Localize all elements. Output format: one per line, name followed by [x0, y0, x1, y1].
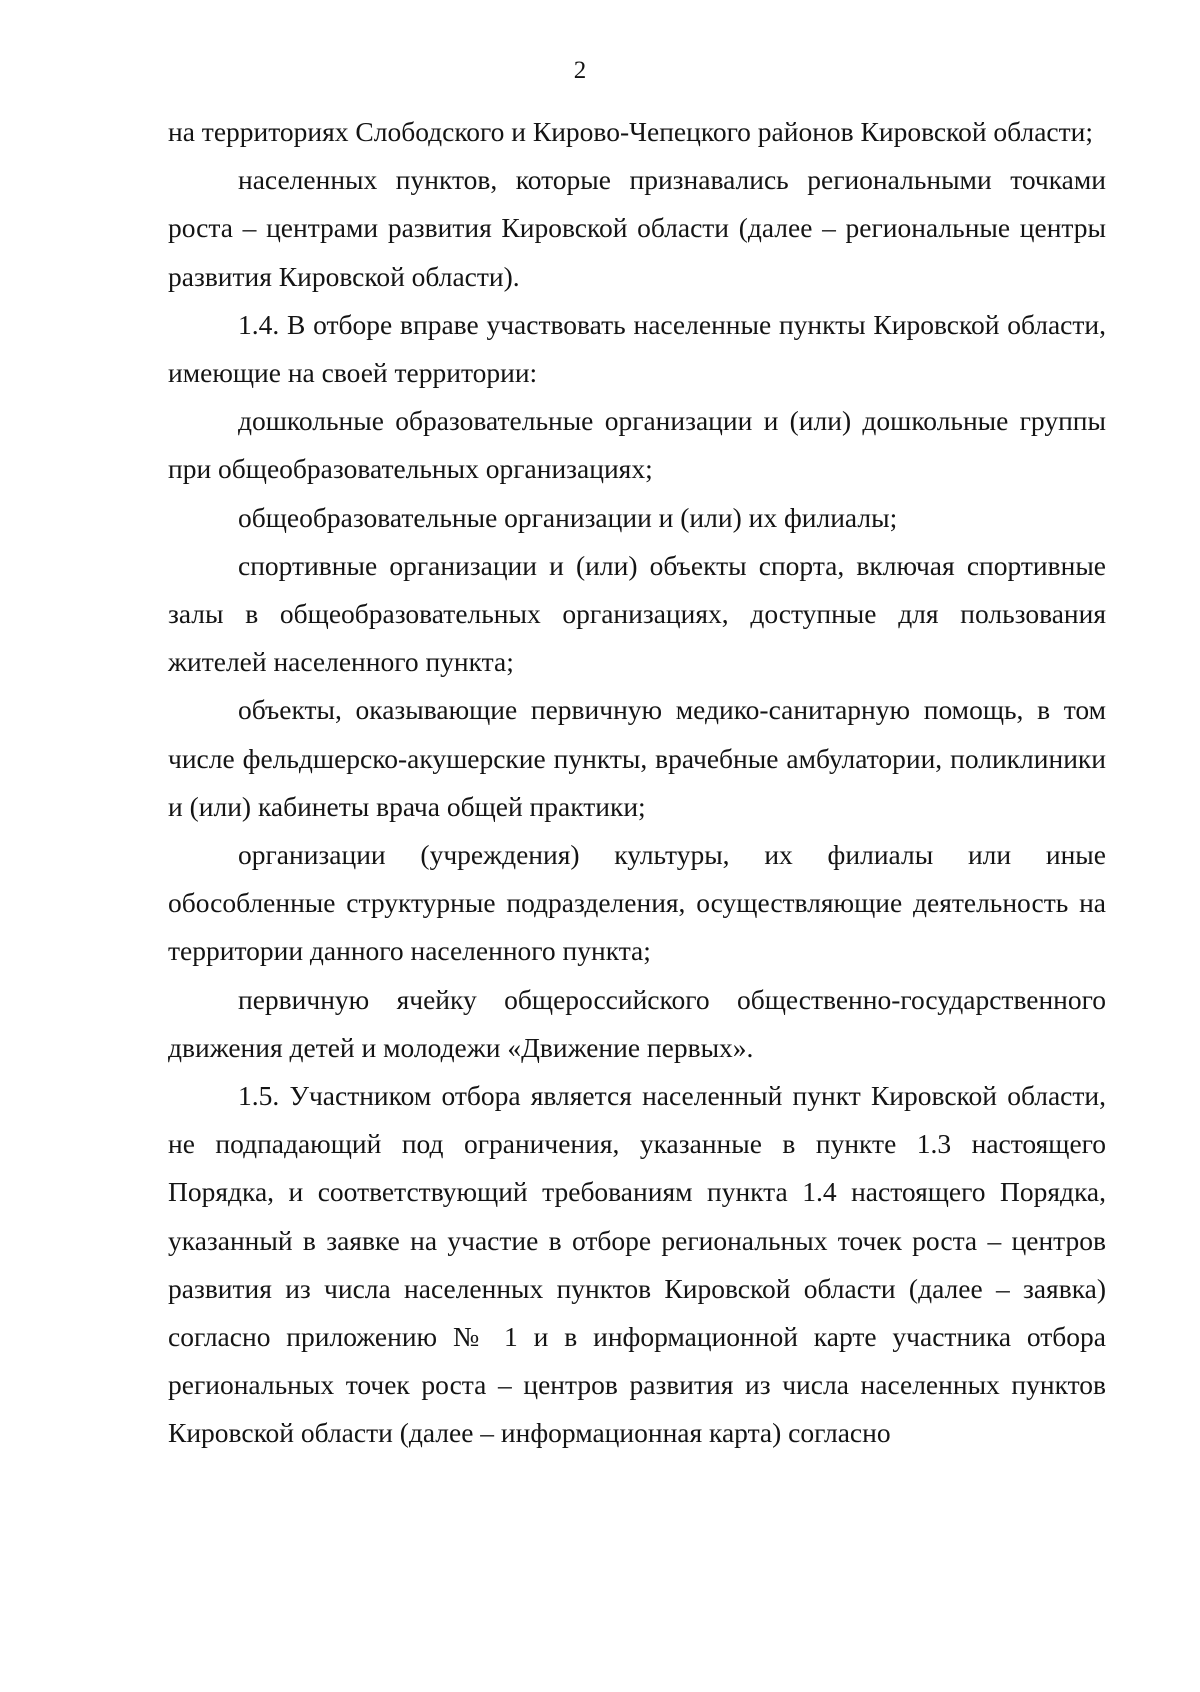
paragraph-medical: объекты, оказывающие первичную медико-санитарную помощь, в том числе фельдшерско-акушерские пункты, врачебные амбулатории, поликлиники и (или) кабинеты врача общей практики;: [168, 694, 1106, 822]
paragraph-sports: спортивные организации и (или) объекты спорта, включая спортивные залы в общеобразовательных организациях, доступные для пользования жителей населенного пункта;: [168, 549, 1106, 678]
paragraph-culture: организации (учреждения) культуры, их филиалы или иные обособленные структурные подразделения, осуществляющие деятельность на территории данного населенного пункта;: [168, 839, 1106, 967]
paragraph-settlements-growth-points: населенных пунктов, которые признавались региональными точками роста – центрами развития Кировской области (далее – региональные центры развития Кировской области).: [168, 164, 1106, 292]
paragraph-movement-first: первичную ячейку общероссийского общественно-государственного движения детей и молодежи «Движение первых».: [168, 983, 1106, 1063]
paragraph-1-5: 1.5. Участником отбора является населенный пункт Кировской области, не подпадающий под ограничения, указанные в пункте 1.3 настоящего Порядка, и соответствующий требованиям пункта 1.4 настоящего Порядка, указанный в заявке на участие в отборе региональных точек роста – центров развития из числа населенных пунктов Кировской области (далее – заявка) согласно приложению № 1 и в информационной карте участника отбора региональных точек роста – центров развития из числа населенных пунктов Кировской области (далее – информационная карта) согласно: [168, 1080, 1106, 1449]
paragraph-general-education: общеобразовательные организации и (или) их филиалы;: [238, 501, 898, 533]
paragraph-territories: на территориях Слободского и Кирово-Чепецкого районов Кировской области;: [168, 116, 1093, 147]
document-body: [168, 108, 1106, 1458]
paragraph-preschool: дошкольные образовательные организации и (или) дошкольные группы при общеобразовательных организациях;: [168, 405, 1106, 485]
page-number: 2: [573, 57, 587, 84]
paragraph-1-4: 1.4. В отборе вправе участвовать населенные пункты Кировской области, имеющие на своей территории:: [168, 308, 1106, 389]
